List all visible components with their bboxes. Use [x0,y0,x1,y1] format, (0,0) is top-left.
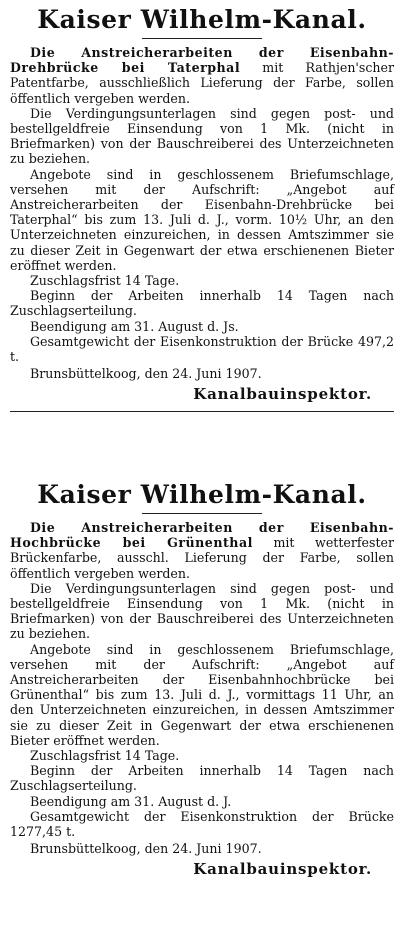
notice-paragraph-start: Beginn der Arbeiten innerhalb 14 Tagen nach Zuschlagserteilung. [10,763,394,794]
notice-signature: Kanalbauinspektor. [193,385,372,404]
subject-rest-text: mit Rathjen'scher Patentfarbe, ausschließlich Lieferung der Farbe, sollen öffentlich vergeben werden. [10,60,394,106]
subject-bold-text: Die Anstreicherarbeiten der Eisenbahn-Hochbrücke bei Grünenthal [10,520,394,551]
notice-drehbruecke [10,6,394,475]
newspaper-clipping [0,6,400,945]
title-rule [142,513,262,514]
notice-paragraph-weight: Gesamtgewicht der Eisenkonstruktion der Brücke 1277,45 t. [10,808,394,840]
notice-separator [10,411,394,412]
notice-paragraph-subject [10,520,394,581]
notice-title: Kaiser Wilhelm-Kanal. [37,5,367,34]
subject-bold-text: Die Anstreicherarbeiten der Eisenbahn-Drehbrücke bei Taterphal [10,45,394,76]
notice-place-date: Brunsbüttelkoog, den 24. Juni 1907. [30,366,262,382]
notice-hochbruecke [10,481,394,951]
notice-signature: Kanalbauinspektor. [193,860,372,879]
notice-paragraph-bids: Angebote sind in geschlossenem Briefumschlage, versehen mit der Aufschrift: „Angebot auf Anstreicherarbeiten der Eisenbahn-Drehbrücke bei Taterphal“ bis zum 13. Juli d. J., vorm. 10½ Uhr, an den Unterzeichneten einzureichen, in dessen Amtszimmer sie zu dieser Zeit in Gegenwart der etwa erschienenen Bieter eröffnet werden. [10,166,394,273]
notice-paragraph-documents: Die Verdingungsunterlagen sind gegen post- und bestellgeldfreie Einsendung von 1 Mk. (nicht in Briefmarken) von der Bauschreiberei des Unterzeichneten zu beziehen. [10,105,394,167]
notice-paragraph-completion: Beendigung am 31. August d. Js. [30,318,239,334]
notice-paragraph-bids: Angebote sind in geschlossenem Briefumschlage, versehen mit der Aufschrift: „Angebot auf Anstreicherarbeiten der Eisenbahnhochbrücke bei Grünenthal“ bis zum 13. Juli d. J., vormittags 11 Uhr, an den Unterzeichneten einzureichen, in dessen Amtszimmer sie zu dieser Zeit in Gegenwart der etwa erschienenen Bieter eröffnet werden. [10,641,394,748]
title-rule [142,38,262,39]
notice-title: Kaiser Wilhelm-Kanal. [37,480,367,509]
notice-paragraph-subject [10,45,394,106]
notice-paragraph-documents: Die Verdingungsunterlagen sind gegen post- und bestellgeldfreie Einsendung von 1 Mk. (nicht in Briefmarken) von der Bauschreiberei des Unterzeichneten zu beziehen. [10,580,394,642]
subject-rest-text: mit wetterfester Brückenfarbe, ausschl. Lieferung der Farbe, sollen öffentlich vergeben werden. [10,535,394,581]
notice-paragraph-award-period: Zuschlagsfrist 14 Tage. [30,273,180,289]
notice-paragraph-weight: Gesamtgewicht der Eisenkonstruktion der Brücke 497,2 t. [10,333,394,365]
notice-paragraph-completion: Beendigung am 31. August d. J. [30,793,232,809]
notice-paragraph-start: Beginn der Arbeiten innerhalb 14 Tagen nach Zuschlagserteilung. [10,288,394,319]
notice-place-date: Brunsbüttelkoog, den 24. Juni 1907. [30,841,262,857]
notice-paragraph-award-period: Zuschlagsfrist 14 Tage. [30,748,180,764]
